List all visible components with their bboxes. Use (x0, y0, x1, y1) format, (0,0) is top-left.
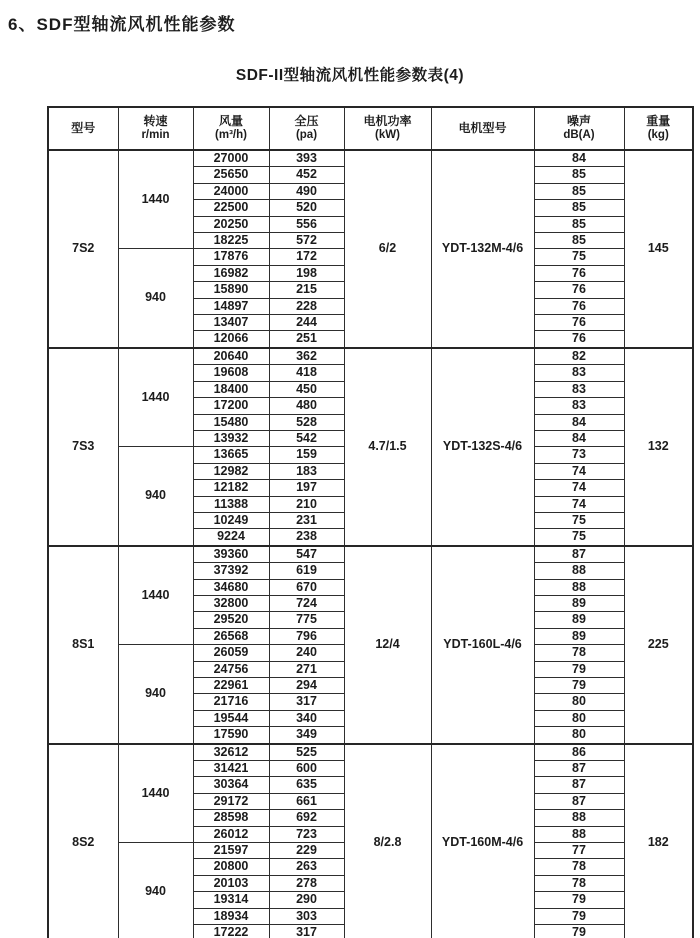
airflow-cell: 29520 (193, 612, 269, 628)
pressure-cell: 183 (269, 463, 344, 479)
airflow-cell: 15480 (193, 414, 269, 430)
table-row (48, 546, 693, 563)
pressure-cell: 198 (269, 265, 344, 281)
airflow-cell: 27000 (193, 150, 269, 167)
noise-cell: 85 (534, 216, 624, 232)
pressure-cell: 172 (269, 249, 344, 265)
col-header-weight (624, 107, 693, 150)
page-title: 6、SDF型轴流风机性能参数 (8, 15, 236, 34)
motor-model-cell: YDT-160M-4/6 (431, 744, 534, 938)
header-label: 重量 (646, 114, 671, 129)
noise-cell: 75 (534, 249, 624, 265)
pressure-cell: 670 (269, 579, 344, 595)
airflow-cell: 26012 (193, 826, 269, 842)
header-label: 电机型号 (458, 121, 507, 136)
pressure-cell: 340 (269, 710, 344, 726)
motor-model-cell: YDT-132S-4/6 (431, 348, 534, 546)
pressure-cell: 303 (269, 908, 344, 924)
pressure-cell: 692 (269, 810, 344, 826)
model-cell: 8S2 (48, 744, 118, 938)
airflow-cell: 20640 (193, 348, 269, 365)
noise-cell: 85 (534, 200, 624, 216)
weight-cell: 132 (624, 348, 693, 546)
header-label: 风量 (218, 114, 243, 129)
airflow-cell: 24756 (193, 661, 269, 677)
noise-cell: 79 (534, 678, 624, 694)
airflow-cell: 12066 (193, 331, 269, 348)
airflow-cell: 19608 (193, 365, 269, 381)
weight-cell: 182 (624, 744, 693, 938)
noise-cell: 84 (534, 150, 624, 167)
airflow-cell: 10249 (193, 512, 269, 528)
noise-cell: 83 (534, 381, 624, 397)
table-body (48, 150, 693, 938)
header-label: 电机功率 (363, 114, 412, 129)
noise-cell: 73 (534, 447, 624, 463)
col-header-pressure (269, 107, 344, 150)
rpm-cell: 940 (118, 249, 193, 348)
noise-cell: 78 (534, 859, 624, 875)
airflow-cell: 39360 (193, 546, 269, 563)
pressure-cell: 525 (269, 744, 344, 761)
pressure-cell: 159 (269, 447, 344, 463)
noise-cell: 76 (534, 315, 624, 331)
pressure-cell: 775 (269, 612, 344, 628)
noise-cell: 88 (534, 810, 624, 826)
airflow-cell: 13407 (193, 315, 269, 331)
noise-cell: 76 (534, 298, 624, 314)
noise-cell: 85 (534, 233, 624, 249)
rpm-cell: 1440 (118, 150, 193, 249)
motor-power-cell: 12/4 (344, 546, 431, 744)
header-unit: (pa) (295, 128, 318, 141)
noise-cell: 76 (534, 265, 624, 281)
header-label: 转速 (143, 114, 168, 129)
noise-cell: 79 (534, 925, 624, 938)
weight-cell: 145 (624, 150, 693, 348)
airflow-cell: 32800 (193, 595, 269, 611)
airflow-cell: 18225 (193, 233, 269, 249)
header-label: 全压 (294, 114, 319, 129)
airflow-cell: 15890 (193, 282, 269, 298)
noise-cell: 84 (534, 414, 624, 430)
pressure-cell: 294 (269, 678, 344, 694)
col-header-motor-model (431, 107, 534, 150)
noise-cell: 78 (534, 875, 624, 891)
noise-cell: 80 (534, 727, 624, 744)
pressure-cell: 349 (269, 727, 344, 744)
col-header-speed (118, 107, 193, 150)
noise-cell: 75 (534, 529, 624, 546)
noise-cell: 85 (534, 183, 624, 199)
pressure-cell: 231 (269, 512, 344, 528)
airflow-cell: 13932 (193, 430, 269, 446)
pressure-cell: 271 (269, 661, 344, 677)
airflow-cell: 20800 (193, 859, 269, 875)
airflow-cell: 9224 (193, 529, 269, 546)
airflow-cell: 16982 (193, 265, 269, 281)
model-cell: 7S2 (48, 150, 118, 348)
motor-model-cell: YDT-160L-4/6 (431, 546, 534, 744)
noise-cell: 76 (534, 331, 624, 348)
header-unit: (kW) (375, 128, 400, 141)
airflow-cell: 18400 (193, 381, 269, 397)
pressure-cell: 480 (269, 398, 344, 414)
airflow-cell: 37392 (193, 563, 269, 579)
pressure-cell: 528 (269, 414, 344, 430)
pressure-cell: 238 (269, 529, 344, 546)
noise-cell: 88 (534, 563, 624, 579)
noise-cell: 78 (534, 645, 624, 661)
noise-cell: 79 (534, 892, 624, 908)
noise-cell: 83 (534, 365, 624, 381)
table-row (48, 744, 693, 761)
airflow-cell: 25650 (193, 167, 269, 183)
pressure-cell: 251 (269, 331, 344, 348)
noise-cell: 79 (534, 661, 624, 677)
airflow-cell: 32612 (193, 744, 269, 761)
pressure-cell: 418 (269, 365, 344, 381)
airflow-cell: 34680 (193, 579, 269, 595)
airflow-cell: 29172 (193, 793, 269, 809)
pressure-cell: 228 (269, 298, 344, 314)
pressure-cell: 244 (269, 315, 344, 331)
airflow-cell: 26568 (193, 628, 269, 644)
airflow-cell: 31421 (193, 761, 269, 777)
airflow-cell: 11388 (193, 496, 269, 512)
noise-cell: 77 (534, 843, 624, 859)
airflow-cell: 20103 (193, 875, 269, 891)
pressure-cell: 317 (269, 694, 344, 710)
airflow-cell: 12182 (193, 480, 269, 496)
airflow-cell: 20250 (193, 216, 269, 232)
airflow-cell: 18934 (193, 908, 269, 924)
noise-cell: 80 (534, 710, 624, 726)
table-title: SDF-II型轴流风机性能参数表(4) (235, 67, 465, 84)
noise-cell: 75 (534, 512, 624, 528)
pressure-cell: 215 (269, 282, 344, 298)
airflow-cell: 24000 (193, 183, 269, 199)
airflow-cell: 17590 (193, 727, 269, 744)
pressure-cell: 520 (269, 200, 344, 216)
rpm-cell: 1440 (118, 546, 193, 645)
pressure-cell: 542 (269, 430, 344, 446)
pressure-cell: 393 (269, 150, 344, 167)
noise-cell: 89 (534, 612, 624, 628)
pressure-cell: 210 (269, 496, 344, 512)
pressure-cell: 619 (269, 563, 344, 579)
noise-cell: 83 (534, 398, 624, 414)
motor-power-cell: 8/2.8 (344, 744, 431, 938)
rpm-cell: 940 (118, 645, 193, 744)
pressure-cell: 229 (269, 843, 344, 859)
pressure-cell: 724 (269, 595, 344, 611)
noise-cell: 79 (534, 908, 624, 924)
pressure-cell: 452 (269, 167, 344, 183)
pressure-cell: 450 (269, 381, 344, 397)
pressure-cell: 278 (269, 875, 344, 891)
noise-cell: 85 (534, 167, 624, 183)
pressure-cell: 572 (269, 233, 344, 249)
rpm-cell: 1440 (118, 744, 193, 843)
pressure-cell: 197 (269, 480, 344, 496)
pressure-cell: 240 (269, 645, 344, 661)
noise-cell: 80 (534, 694, 624, 710)
airflow-cell: 13665 (193, 447, 269, 463)
airflow-cell: 19314 (193, 892, 269, 908)
col-header-model (48, 107, 118, 150)
header-unit: r/min (141, 128, 170, 141)
noise-cell: 87 (534, 546, 624, 563)
pressure-cell: 290 (269, 892, 344, 908)
motor-model-cell: YDT-132M-4/6 (431, 150, 534, 348)
airflow-cell: 17222 (193, 925, 269, 938)
rpm-cell: 940 (118, 843, 193, 938)
noise-cell: 74 (534, 463, 624, 479)
noise-cell: 89 (534, 595, 624, 611)
header-label: 噪声 (566, 114, 591, 129)
noise-cell: 88 (534, 579, 624, 595)
noise-cell: 74 (534, 496, 624, 512)
noise-cell: 87 (534, 761, 624, 777)
pressure-cell: 661 (269, 793, 344, 809)
airflow-cell: 14897 (193, 298, 269, 314)
col-header-airflow (193, 107, 269, 150)
header-unit: (kg) (647, 128, 669, 141)
noise-cell: 76 (534, 282, 624, 298)
rpm-cell: 1440 (118, 348, 193, 447)
airflow-cell: 28598 (193, 810, 269, 826)
header-row (48, 107, 693, 150)
noise-cell: 87 (534, 793, 624, 809)
pressure-cell: 490 (269, 183, 344, 199)
header-unit: dB(A) (563, 128, 595, 141)
airflow-cell: 21716 (193, 694, 269, 710)
noise-cell: 89 (534, 628, 624, 644)
motor-power-cell: 6/2 (344, 150, 431, 348)
fan-parameters-table (47, 106, 694, 938)
airflow-cell: 22500 (193, 200, 269, 216)
rpm-cell: 940 (118, 447, 193, 546)
noise-cell: 86 (534, 744, 624, 761)
noise-cell: 74 (534, 480, 624, 496)
col-header-noise (534, 107, 624, 150)
noise-cell: 82 (534, 348, 624, 365)
motor-power-cell: 4.7/1.5 (344, 348, 431, 546)
airflow-cell: 21597 (193, 843, 269, 859)
pressure-cell: 796 (269, 628, 344, 644)
noise-cell: 88 (534, 826, 624, 842)
pressure-cell: 723 (269, 826, 344, 842)
airflow-cell: 12982 (193, 463, 269, 479)
pressure-cell: 263 (269, 859, 344, 875)
airflow-cell: 30364 (193, 777, 269, 793)
table-row (48, 348, 693, 365)
airflow-cell: 17876 (193, 249, 269, 265)
header-unit: (m³/h) (215, 128, 247, 141)
airflow-cell: 17200 (193, 398, 269, 414)
header-label: 型号 (71, 121, 96, 136)
pressure-cell: 317 (269, 925, 344, 938)
model-cell: 8S1 (48, 546, 118, 744)
pressure-cell: 362 (269, 348, 344, 365)
pressure-cell: 600 (269, 761, 344, 777)
table-header (48, 107, 693, 150)
airflow-cell: 19544 (193, 710, 269, 726)
noise-cell: 84 (534, 430, 624, 446)
table-row (48, 150, 693, 167)
pressure-cell: 547 (269, 546, 344, 563)
pressure-cell: 635 (269, 777, 344, 793)
pressure-cell: 556 (269, 216, 344, 232)
airflow-cell: 26059 (193, 645, 269, 661)
model-cell: 7S3 (48, 348, 118, 546)
weight-cell: 225 (624, 546, 693, 744)
noise-cell: 87 (534, 777, 624, 793)
airflow-cell: 22961 (193, 678, 269, 694)
col-header-motor-power (344, 107, 431, 150)
